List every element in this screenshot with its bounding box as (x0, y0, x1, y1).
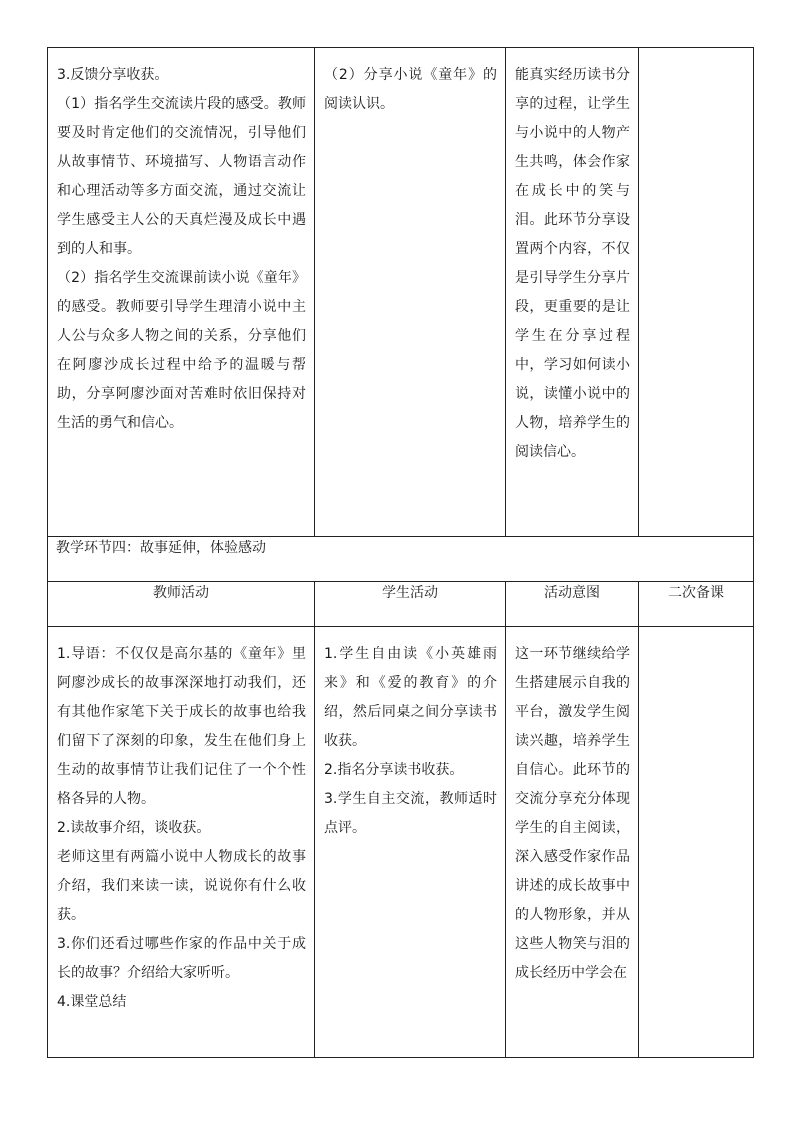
teacher-activity-paragraph: 3.你们还看过哪些作家的作品中关于成长的故事？介绍给大家听听。 (57, 936, 306, 981)
header-student-activity: 学生活动 (315, 582, 506, 627)
activity-intent-cell (506, 48, 639, 537)
table-row (48, 627, 754, 1058)
teacher-activity-cell (48, 627, 315, 1058)
table-row (48, 48, 754, 537)
secondary-prep-cell[interactable] (639, 48, 754, 537)
header-teacher-activity: 教师活动 (48, 582, 315, 627)
teacher-activity-paragraph: （2）指名学生交流课前读小说《童年》的感受。教师要引导学生理清小说中主人公与众多人物之间的关系，分享他们在阿廖沙成长过程中给予的温暖与帮助，分享阿廖沙面对苦难时依旧保持对生活的勇气和信心。 (57, 270, 306, 431)
teacher-activity-paragraph: （1）指名学生交流读片段的感受。教师要及时肯定他们的交流情况，引导他们从故事情节、环境描写、人物语言动作和心理活动等多方面交流，通过交流让学生感受主人公的天真烂漫及成长中遇到的人和事。 (57, 96, 306, 257)
lesson-plan-table (47, 47, 754, 1058)
student-activity-cell (315, 48, 506, 537)
header-secondary-prep: 二次备课 (639, 582, 754, 627)
activity-intent-cell (506, 627, 639, 1058)
student-activity-paragraph: 3.学生自主交流，教师适时点评。 (324, 791, 497, 836)
section-title: 教学环节四：故事延伸，体验感动 (56, 540, 266, 556)
header-row (48, 582, 754, 627)
student-activity-paragraph: 1.学生自由读《小英雄雨来》和《爱的教育》的介绍，然后同桌之间分享读书收获。 (324, 646, 497, 749)
teacher-activity-paragraph: 1.导语：不仅仅是高尔基的《童年》里阿廖沙成长的故事深深地打动我们，还有其他作家笔下关于成长的故事也给我们留下了深刻的印象，发生在他们身上生动的故事情节让我们记住了一个个性格各异的人物。 (57, 646, 306, 807)
section-row (48, 537, 754, 582)
secondary-prep-text (639, 627, 753, 652)
secondary-prep-cell[interactable] (639, 627, 754, 1058)
header-activity-intent: 活动意图 (506, 582, 639, 627)
secondary-prep-text (639, 48, 753, 73)
student-activity-paragraph: 2.指名分享读书收获。 (324, 762, 464, 778)
section-title-cell (48, 537, 754, 582)
student-activity-cell (315, 627, 506, 1058)
teacher-activity-paragraph: 老师这里有两篇小说中人物成长的故事介绍，我们来读一读，说说你有什么收获。 (57, 849, 306, 923)
teacher-activity-paragraph: 3.反馈分享收获。 (57, 67, 169, 83)
teacher-activity-paragraph: 2.读故事介绍，谈收获。 (57, 820, 211, 836)
student-activity-paragraph: （2）分享小说《童年》的阅读认识。 (324, 67, 497, 112)
activity-intent-text: 能真实经历读书分享的过程，让学生与小说中的人物产生共鸣，体会作家在成长中的笑与泪。此环节分享设置两个内容，不仅是引导学生分享片段，更重要的是让学生在分享过程中，学习如何读小说，读懂小说中的人物，培养学生的阅读信心。 (515, 67, 630, 460)
teacher-activity-cell (48, 48, 315, 537)
teacher-activity-paragraph: 4.课堂总结 (57, 994, 127, 1010)
activity-intent-text: 这一环节继续给学生搭建展示自我的平台，激发学生阅读兴趣，培养学生自信心。此环节的交流分享充分体现学生的自主阅读，深入感受作家作品讲述的成长故事中的人物形象，并从这些人物笑与泪的成长经历中学会在 (515, 646, 630, 981)
